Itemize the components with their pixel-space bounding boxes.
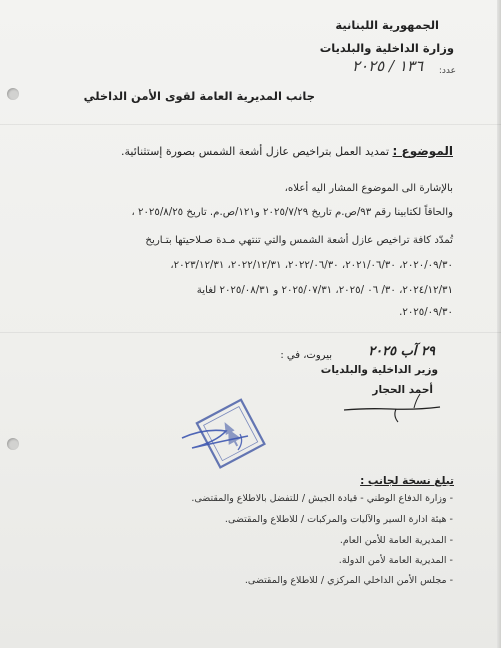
punch-hole bbox=[7, 88, 19, 100]
distribution-item: - هيئة ادارة السير والآليات والمركبات / للاطلاع والمقتضى. bbox=[224, 514, 453, 525]
fold-line bbox=[0, 124, 501, 125]
subject-line bbox=[121, 144, 453, 158]
ministry-heading: وزارة الداخلية والبلديات bbox=[319, 41, 454, 55]
subject-text: تمديد العمل بتراخيص عازل أشعة الشمس بصورة إستثنائية. bbox=[120, 145, 390, 158]
handwritten-date: ٢٩ آب ٢٠٢٥ bbox=[368, 344, 435, 359]
distribution-item: - المديرية العامة للأمن العام. bbox=[339, 535, 453, 546]
distribution-item: - المديرية العامة لأمن الدولة. bbox=[338, 555, 453, 566]
addressee-line: جانب المديرية العامة لقوى الأمن الداخلي bbox=[83, 89, 315, 103]
body-line: بالإشارة الى الموضوع المشار اليه أعلاه، bbox=[284, 183, 453, 194]
body-line: والحاقاً لكتابينا رقم ٩٣/ص.م تاريخ ٢٠٢٥/٧/٢٩ و١٢١/ص.م. تاريخ ٢٠٢٥/٨/٢٥ ، bbox=[131, 207, 453, 218]
distribution-title: تبلغ نسخة لجانب : bbox=[360, 475, 454, 487]
fold-line bbox=[0, 332, 501, 333]
reference-number-label: عدد: bbox=[438, 66, 456, 76]
body-line: ٢٠٢٤/١٢/٣١، ٣٠/ ٠٦ /٢٠٢٥، ٢٠٢٥/٠٧/٣١ و ٢٠٢٥/٠٨/٣١ لغاية bbox=[196, 285, 453, 296]
place-date-label: بيروت، في : bbox=[280, 350, 332, 361]
subject-label: الموضوع : bbox=[392, 144, 453, 158]
republic-heading: الجمهورية اللبنانية bbox=[335, 18, 439, 32]
body-line: تُمدّد كافة تراخيص عازل أشعة الشمس والتي تنتهي مـدة صـلاحيتها بتـاريخ bbox=[145, 235, 453, 246]
scan-edge bbox=[497, 0, 501, 648]
punch-hole bbox=[7, 438, 19, 450]
signatory-title: وزير الداخلية والبلديات bbox=[320, 364, 438, 376]
official-stamp bbox=[178, 398, 288, 478]
distribution-item: - مجلس الأمن الداخلي المركزي / للاطلاع والمقتضى. bbox=[244, 575, 453, 586]
body-line: ٢٠٢٥/٠٩/٣٠. bbox=[399, 307, 453, 318]
signature-mark bbox=[336, 388, 446, 428]
distribution-item: - وزارة الدفاع الوطني - قيادة الجيش / للتفضل بالاطلاع والمقتضى. bbox=[191, 493, 453, 504]
body-line: ٢٠٢٠/٠٩/٣٠، ٢٠٢١/٠٦/٣٠، ٢٠٢٢/٠٦/٣٠، ٢٠٢٢/١٢/٣١، ٢٠٢٣/١٢/٣١، bbox=[170, 260, 453, 271]
reference-number-handwritten: ١٣٦ / ٢٠٢٥ bbox=[352, 57, 423, 75]
signatory-name: أحمد الحجار bbox=[372, 384, 433, 396]
